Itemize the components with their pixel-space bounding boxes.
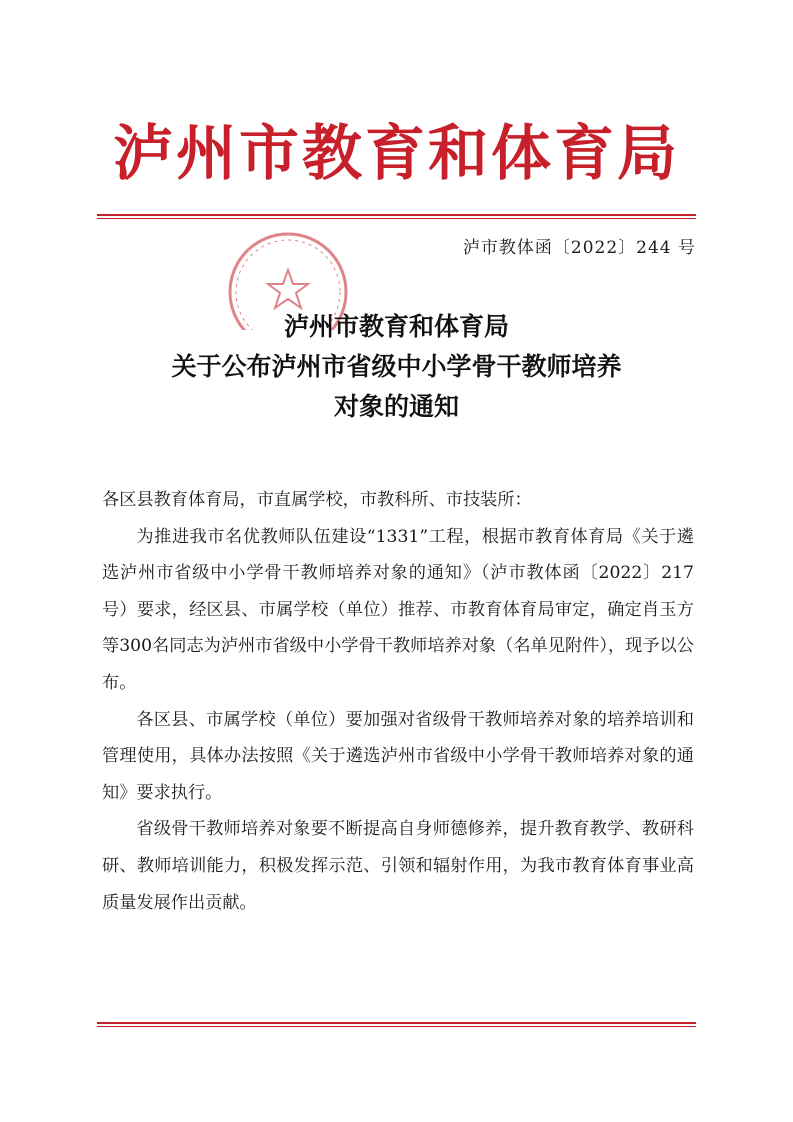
footer-red-rule [97,1022,696,1027]
letterhead-red-rule [97,214,696,219]
letterhead-organization-name: 泸州市教育和体育局 [113,119,680,189]
body-paragraph: 省级骨干教师培养对象要不断提高自身师德修养，提升教育教学、教研科研、教师培训能力，积极发挥示范、引领和辐射作用，为我市教育体育事业高质量发展作出贡献。 [102,819,694,913]
document-body [102,482,694,921]
title-line-3: 对象的通知 [333,392,459,421]
document-reference-number: 泸市教体函〔2022〕244 号 [462,238,696,258]
title-line-2: 关于公布泸州市省级中小学骨干教师培养 [171,352,622,381]
salutation: 各区县教育体育局，市直属学校，市教科所、市技装所： [102,490,532,510]
body-paragraph: 为推进我市名优教师队伍建设“1331”工程，根据市教育体育局《关于遴选泸州市省级中小学骨干教师培养对象的通知》（泸市教体函〔2022〕217号）要求，经区县、市属学校（单位）推荐、市教育体育局审定，确定肖玉方等300名同志为泸州市省级中小学骨干教师培养对象（名单见附件），现予以公布。 [102,526,694,693]
body-paragraph: 各区县、市属学校（单位）要加强对省级骨干教师培养对象的培养培训和管理使用，具体办法按照《关于遴选泸州市省级中小学骨干教师培养对象的通知》要求执行。 [102,709,694,803]
title-line-1: 泸州市教育和体育局 [283,312,509,341]
document-title [0,307,793,427]
